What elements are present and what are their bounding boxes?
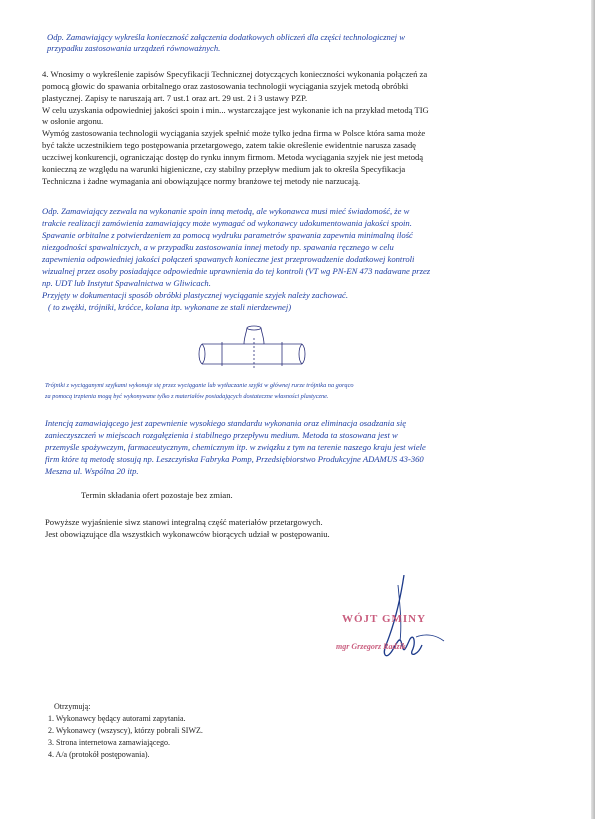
recipient-item: 4. A/a (protokół postępowania). (48, 750, 150, 759)
stamp-title: WÓJT GMINY (342, 613, 427, 625)
answer-3-line-5: Meszna ul. Wspólna 20 itp. (45, 466, 139, 476)
answer-2-line-3: Spawanie orbitalne z potwierdzeniem za pomocą wydruku parametrów spawania zapewnia minimalną ilość (42, 230, 413, 240)
tee-pipe-drawing (192, 324, 312, 376)
answer-2-line-8: Przyjęty w dokumentacji sposób obróbki plastycznej wyciąganie szyjek należy zachować. (42, 290, 348, 300)
question-4-line-5: w osłonie argonu. (42, 116, 104, 126)
answer-2-line-5: zapewnienia odpowiedniej jakości połączeń spawanych konieczne jest przeprowadzenie dodatkowej kontroli (42, 254, 415, 264)
closing-line-2: Jest obowiązujące dla wszystkich wykonawców biorących udział w postępowaniu. (45, 529, 330, 539)
question-4-line-9: konieczną ze względu na warunki higieniczne, czy stabilny przepływ medium jak to określa Specyfikacja (42, 164, 406, 174)
signature-mark (326, 575, 486, 705)
question-4-line-4: W celu uzyskania odpowiedniej jakości spoin i min... wystarczające jest wykonanie ich na przykład metodą TIG (42, 105, 429, 115)
caption-line-1: Trójniki z wyciąganymi szyjkami wykonuje się przez wyciąganie lub wytłaczanie szyjki w głównej rurze trójnika na gorąco (45, 382, 354, 389)
question-4-line-2: pomocą głowic do spawania orbitalnego oraz zastosowania technologii wyciągania szyjek metodą obróbki (42, 81, 409, 91)
question-4-line-1: 4. Wnosimy o wykreślenie zapisów Specyfikacji Technicznej dotyczących konieczności wykonania połączeń za (42, 69, 428, 79)
answer-2-line-2: trakcie realizacji zamówienia zamawiający może wymagać od wykonawcy udokumentowania jakości spoin. (42, 218, 412, 228)
answer-3-line-2: zanieczyszczeń w miejscach rozgałęzienia i stabilnego przepływu medium. Metoda ta stosowana jest w (45, 430, 398, 440)
question-4-line-6: Wymóg zastosowania technologii wyciągania szyjek spełnić może tylko jedna firma w Polsce która sama może (42, 128, 426, 138)
recipient-item: 3. Strona internetowa zamawiającego. (48, 738, 170, 747)
answer-3-line-1: Intencją zamawiającego jest zapewnienie wysokiego standardu wykonania oraz eliminacja osadzania się (45, 418, 407, 428)
closing-line-1: Powyższe wyjaśnienie siwz stanowi integralną część materiałów przetargowych. (45, 517, 323, 527)
question-4-line-10: Techniczna i żadne wymagania ani obowiązujące normy branżowe tej metody nie narzucają. (42, 176, 361, 186)
answer-3-line-4: firm które tą metodę stosują np. Leszczyńska Fabryka Pomp, Przedsiębiorstwo Produkcyjne ADAMUS 43-360 (45, 454, 424, 464)
answer-2-line-9: ( to zwężki, trójniki, króćce, kolana itp. wykonane ze stali nierdzewnej) (48, 302, 292, 312)
official-stamp (326, 575, 486, 705)
deadline-note: Termin składania ofert pozostaje bez zmian. (81, 490, 233, 500)
question-4-line-7: być także uczestnikiem tego postępowania przetargowego, zatem takie określenie ewidentnie narusza zasadę (42, 140, 416, 150)
answer-2-line-4: niezgodności spawalniczych, a w przypadku zastosowania innej metody np. spawania ręcznego w celu (42, 242, 394, 252)
question-4-line-8: uczciwej konkurencji, ograniczając dostęp do rynku innym firmom. Metoda wyciągania szyjek nie jest metodą (42, 152, 424, 162)
caption-line-2: za pomocą trzpienia mogą być wykonywane tylko z materiałów posiadających dostateczne własności plastyczne. (45, 393, 329, 400)
answer-1-line-2: przypadku zastosowania urządzeń równoważnych. (47, 43, 221, 53)
answer-2-line-6: wizualnej przez osoby posiadające odpowiednie uprawnienia do tej kontroli (VT wg PN-EN 473 nadawane przez (42, 266, 431, 276)
recipients-title: Otrzymują: (54, 702, 91, 711)
answer-3-line-3: przemyśle spożywczym, farmaceutycznym, chemicznym itp. w związku z tym na terenie naszego kraju jest wiele (45, 442, 426, 452)
answer-2-line-1: Odp. Zamawiający zezwala na wykonanie spoin inną metodą, ale wykonawca musi mieć świadomość, że w (42, 206, 410, 216)
answer-2-line-7: np. UDT lub Instytut Spawalnictwa w Gliwicach. (42, 278, 211, 288)
recipient-item: 2. Wykonawcy (wszyscy), którzy pobrali SIWZ. (48, 726, 203, 735)
answer-1-line-1: Odp. Zamawiający wykreśla konieczność załączenia dodatkowych obliczeń dla części technologicznej w (47, 32, 405, 42)
stamp-name: mgr Grzegorz Radzik (336, 642, 406, 651)
recipient-item: 1. Wykonawcy będący autorami zapytania. (48, 714, 186, 723)
question-4-line-3: plastycznej. Zapisy te naruszają art. 7 ust.1 oraz art. 29 ust. 2 i 3 ustawy PZP. (42, 93, 308, 103)
page-edge-shadow (591, 0, 595, 819)
